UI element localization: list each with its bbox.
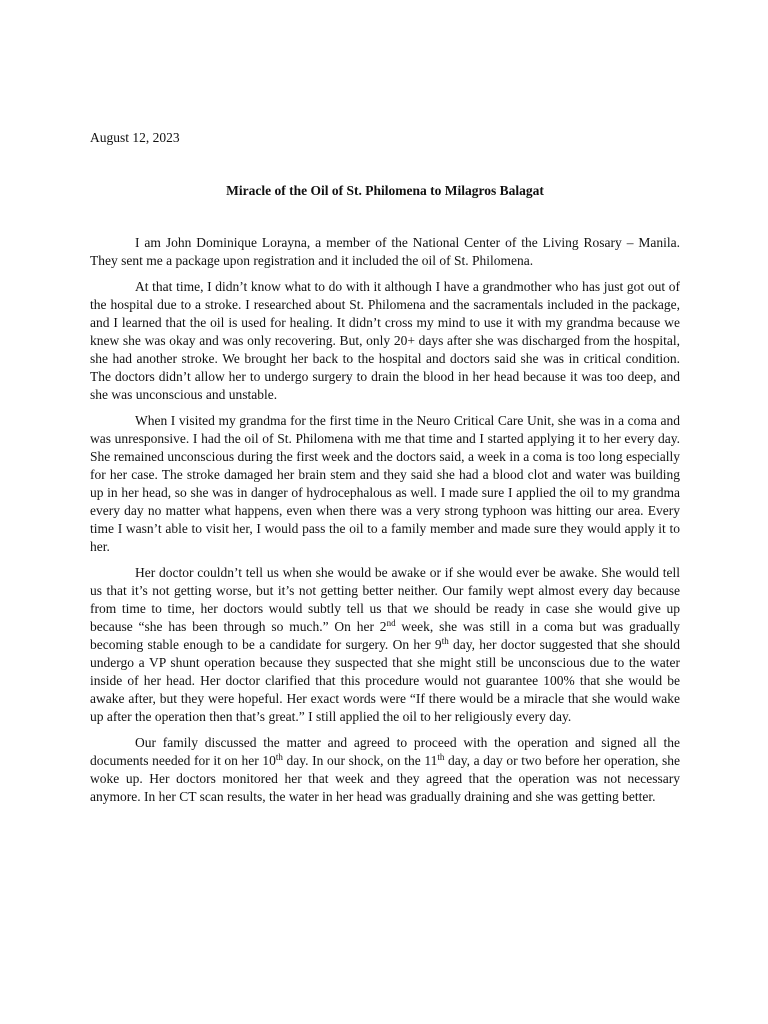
paragraph-text: week, she was still in a coma but was gradually becoming stable enough to be a candidate for surgery. On her 9 [90,619,680,652]
paragraph-2 [90,278,680,404]
paragraph-text: Her doctor couldn’t tell us when she would be awake or if she would ever be awake. She would tell us that it’s not getting worse, but it’s not getting better neither. Our family wept almost every day because from time to time, her doctors would subtly tell us that we should be ready in case she would give up because “she has been through so much.” On her 2 [90,565,680,634]
paragraph-4 [90,564,680,726]
paragraph-text: When I visited my grandma for the first time in the Neuro Critical Care Unit, she was in a coma and was unresponsive. I had the oil of St. Philomena with me that time and I started applying it to her every day. She remained unconscious during the first week and the doctors said, a week in a coma is too long especially for her case. The stroke damaged her brain stem and they said she had a blood clot and water was building up in her head, so she was in danger of hydrocephalous as well. I made sure I applied the oil to my grandma every day no matter what happens, even when there was a very strong typhoon was hitting our area. Every time I wasn’t able to visit her, I would pass the oil to a family member and made sure they would apply it to her. [90,413,680,554]
document-body [90,234,680,806]
ordinal-suffix: th [275,752,283,762]
ordinal-suffix: th [437,752,445,762]
ordinal-suffix: th [441,636,449,646]
paragraph-5 [90,734,680,806]
paragraph-text: day, her doctor suggested that she should undergo a VP shunt operation because they suspected that she might still be unconscious due to the water inside of her head. Her doctor clarified that this procedure would not guarantee 100% that she would be awake after, but they were hopeful. Her exact words were “If there would be a miracle that she would wake up after the operation then that’s great.” I still applied the oil to her religiously every day. [90,637,681,724]
paragraph-text: day, a day or two before her operation, she woke up. Her doctors monitored her that week and they agreed that the operation was not necessary anymore. In her CT scan results, the water in her head was gradually draining and she was getting better. [90,753,680,804]
paragraph-text: At that time, I didn’t know what to do with it although I have a grandmother who has just got out of the hospital due to a stroke. I researched about St. Philomena and the sacramentals included in the package, and I learned that the oil is used for healing. It didn’t cross my mind to use it with my grandma because we knew she was okay and was only recovering. But, only 20+ days after she was discharged from the hospital, she had another stroke. We brought her back to the hospital and doctors said she was in critical condition. The doctors didn’t allow her to undergo surgery to drain the blood in her head because it was too deep, and she was unconscious and unstable. [90,279,680,402]
paragraph-text: day. In our shock, on the 11 [282,753,438,768]
paragraph-text: Our family discussed the matter and agreed to proceed with the operation and signed all the documents needed for it on her 10 [90,735,680,768]
letter-date: August 12, 2023 [90,130,180,145]
document-title: Miracle of the Oil of St. Philomena to Milagros Balagat [226,183,544,198]
paragraph-text: I am John Dominique Lorayna, a member of the National Center of the Living Rosary – Manila. They sent me a package upon registration and it included the oil of St. Philomena. [90,235,680,268]
ordinal-suffix: nd [386,618,396,628]
paragraph-1 [90,234,680,270]
paragraph-3 [90,412,680,556]
